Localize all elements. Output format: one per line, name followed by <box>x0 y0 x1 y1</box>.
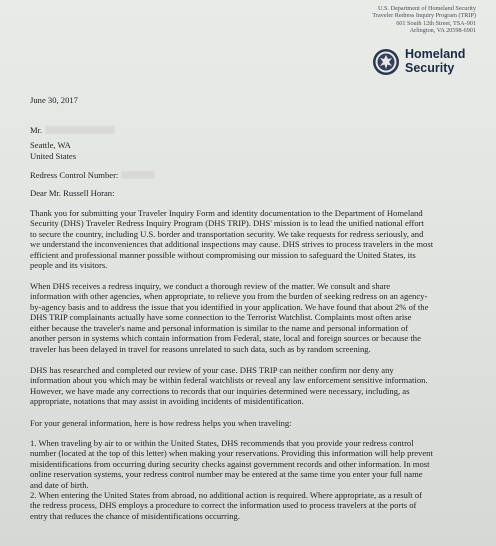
text-line: When DHS receives a redress inquiry, we conduct a thorough review of the matter. We consult and share <box>30 281 391 291</box>
paragraph-3 <box>30 365 486 407</box>
logo-wordmark <box>405 48 465 75</box>
logo-line-2: Security <box>405 60 455 75</box>
recipient-city: Seattle, WA <box>30 140 71 150</box>
text-line: and date of birth. <box>30 479 89 490</box>
dhs-logo <box>372 48 484 76</box>
greeting: Dear Mr. Russell Horan: <box>30 188 115 198</box>
address-line: Traveler Redress Inquiry Program (TRIP) <box>372 12 476 20</box>
text-line: appropriate, notations that may assist in avoiding incidents of misidentification. <box>30 396 304 407</box>
text-line: misidentifications from occurring during security checks against government records and other information. In most <box>30 458 430 469</box>
text-line: entry that reduces the chance of misidentifications occurring. <box>30 510 240 521</box>
address-line: Arlington, VA 20598-6901 <box>409 27 476 35</box>
text-line: Security (DHS) Traveler Redress Inquiry Program (DHS TRIP). DHS' mission is to lead the unified national effort <box>30 218 424 229</box>
text-line: DHS TRIP complainants actually have some connection to the Terrorist Watchlist. Complaints most often arise <box>30 312 412 323</box>
text-line: traveler has been delayed in travel for reasons unrelated to such data, such as by random screening. <box>30 343 371 354</box>
redacted-redress-number <box>121 171 155 179</box>
logo-line-1: Homeland <box>405 47 466 61</box>
text-line: 1. When traveling by air to or within the United States, DHS recommends that you provide your redress control <box>30 438 414 448</box>
address-line: 601 South 12th Street, TSA-901 <box>396 19 476 27</box>
list-item-1 <box>30 438 490 490</box>
recipient-name <box>30 125 115 135</box>
text-line: people and its visitors. <box>30 260 108 271</box>
paragraph-1 <box>30 208 486 271</box>
recipient-country: United States <box>30 151 77 161</box>
dhs-seal-icon <box>372 48 400 76</box>
text-line: by-agency basis and to address the issue that you identified in your application. We have found that about 2% of the <box>30 301 429 312</box>
paragraph-2 <box>30 281 486 354</box>
text-line: another person in systems which contain information from Federal, state, local and foreign sources or because the <box>30 333 421 344</box>
salutation-prefix: Mr. <box>30 125 43 135</box>
paragraph-4: For your general information, here is how redress helps you when traveling: <box>30 418 292 428</box>
text-line: 2. When entering the United States from abroad, no additional action is required. Where appropriate, as a result of <box>30 490 423 500</box>
text-line: the redress process, DHS employs a procedure to correct the information used to process travelers at the ports of <box>30 500 417 511</box>
text-line: number (located at the top of this letter) when making your reservations. Providing this information will help prevent <box>30 448 433 459</box>
text-line: DHS has researched and completed our review of your case. DHS TRIP can neither confirm nor deny any <box>30 365 394 375</box>
letter-date: June 30, 2017 <box>30 95 78 105</box>
text-line: efficient and professional manner possible without compromising our mission to safeguard the United States, its <box>30 249 416 260</box>
text-line: However, we have made any corrections to records that our inquiries determined were necessary, including, as <box>30 385 410 396</box>
text-line: to secure the country, including U.S. border and transportation security. We take requests for redress seriously, and <box>30 228 424 239</box>
address-line: U.S. Department of Homeland Security <box>378 5 476 12</box>
letterhead-address <box>320 5 476 35</box>
redress-label: Redress Control Number: <box>30 170 119 180</box>
redacted-name <box>45 126 115 134</box>
text-line: Thank you for submitting your Traveler Inquiry Form and identity documentation to the Department of Homeland <box>30 208 423 218</box>
redress-number-line <box>30 170 155 180</box>
text-line: either because the traveler's name and personal information is similar to the name and personal information of <box>30 322 409 333</box>
text-line: information about you which may be within federal watchlists or reveal any law enforcement sensitive information. <box>30 375 428 386</box>
text-line: we understand the inconveniences that additional inspections may cause. DHS strives to process travelers in the most <box>30 239 434 250</box>
text-line: online reservation systems, your redress control number may be entered at the same time you enter your full name <box>30 469 423 480</box>
list-item-2 <box>30 490 490 521</box>
text-line: information with other agencies, when appropriate, to relieve you from the burden of seeking redress on an agency- <box>30 291 428 302</box>
